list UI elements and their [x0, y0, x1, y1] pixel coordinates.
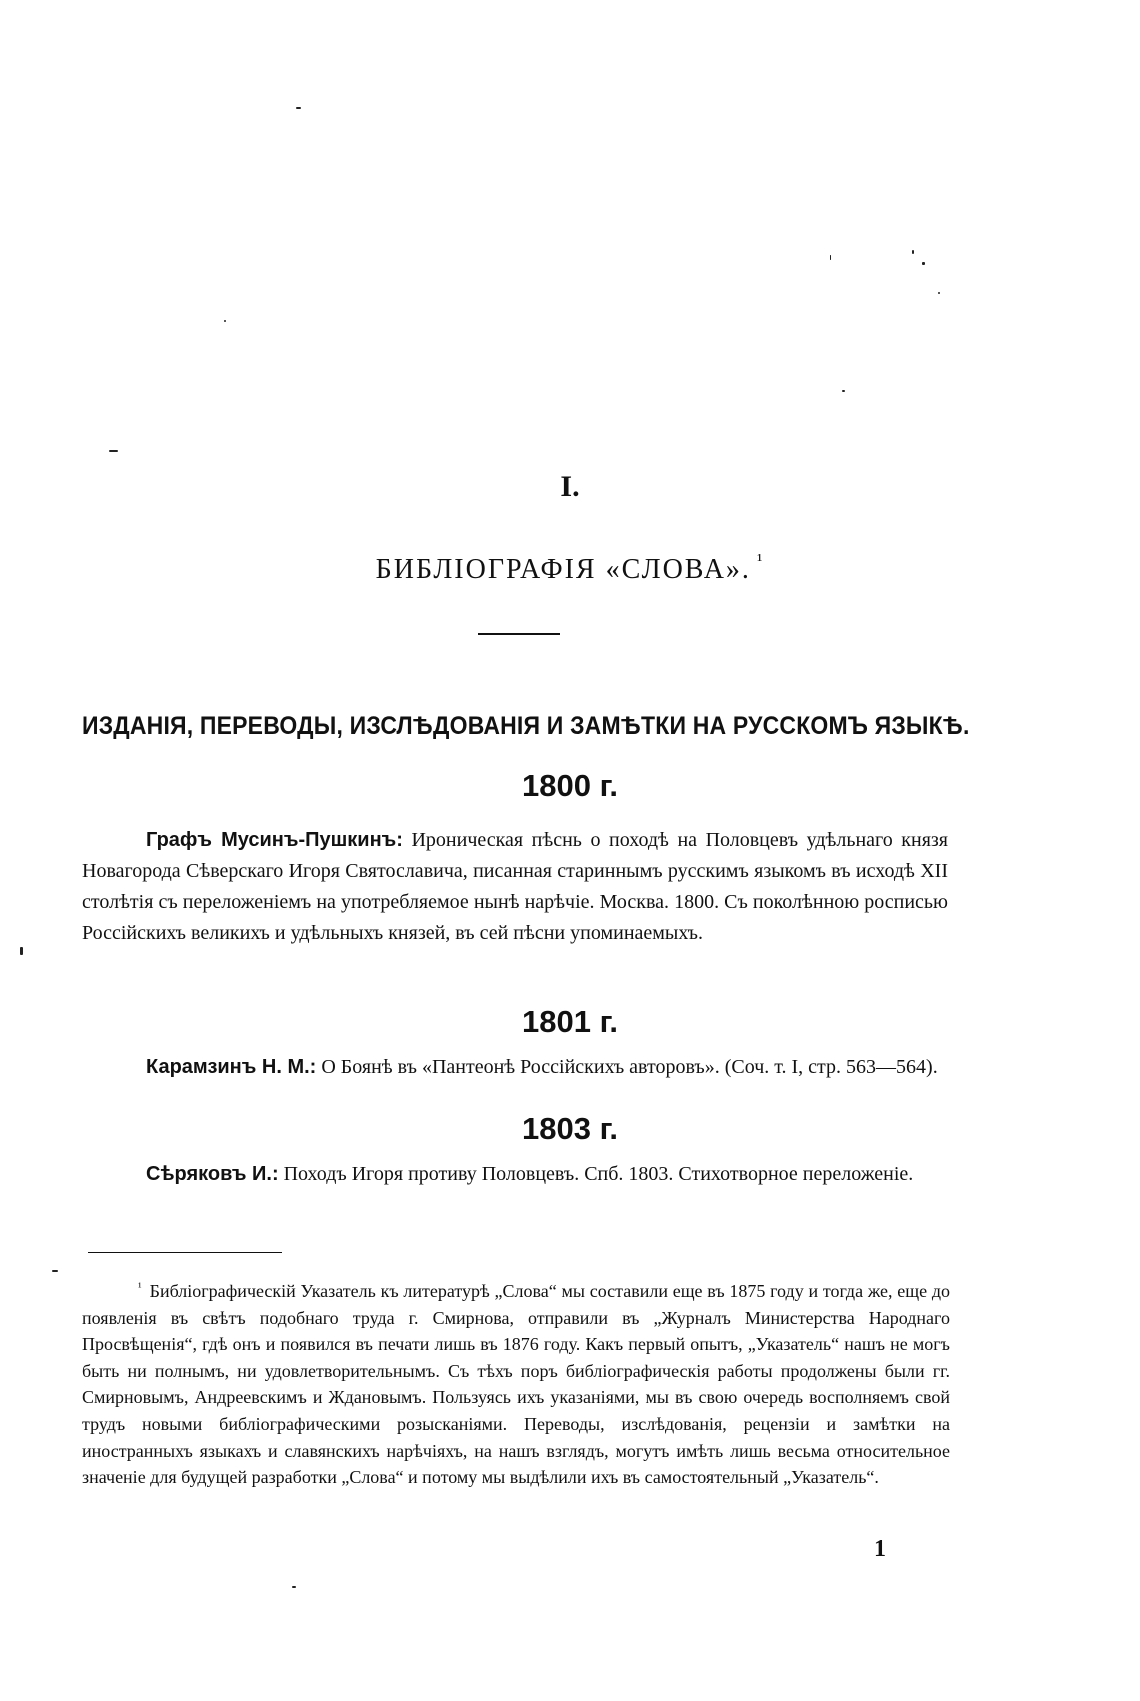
- chapter-number: I.: [560, 470, 580, 503]
- scan-speck: [938, 292, 940, 294]
- footnote: [82, 1274, 950, 1491]
- scan-speck: [842, 390, 845, 392]
- entry-author: Сѣряковъ И.:: [146, 1163, 279, 1185]
- title-divider: [478, 633, 560, 635]
- scan-speck: [912, 250, 914, 254]
- scan-speck: [224, 320, 226, 322]
- scan-speck: [109, 450, 118, 452]
- entry-author: Графъ Мусинъ-Пушкинъ:: [146, 829, 403, 851]
- bibliography-entry: [82, 1052, 948, 1083]
- chapter-title-text: БИБЛIОГРАФIЯ «СЛОВА».: [375, 554, 751, 585]
- footnote-reference: ¹: [756, 550, 765, 570]
- bibliography-entry: [82, 1159, 948, 1190]
- entry-text: О Боянѣ въ «Пантеонѣ Россiйскихъ авторовъ». (Соч. т. I, стр. 563—564).: [321, 1056, 938, 1078]
- section-heading: ИЗДАНIЯ, ПЕРЕВОДЫ, ИЗСЛѢДОВАНIЯ И ЗАМѢТКИ НА РУССКОМЪ ЯЗЫКѢ.: [82, 712, 970, 740]
- entry-text: Ироническая пѣснь о походѣ на Половцевъ удѣльнаго князя Новагорода Сѣверскаго Игоря Святославича, писанная стариннымъ русскимъ языкомъ въ исходѣ XII столѣтiя съ переложенiемъ на употребляемое нынѣ нарѣчiе. Москва. 1800. Съ поколѣнною росписью Россiйскихъ великихъ и удѣльныхъ князей, въ сей пѣсни упоминаемыхъ.: [82, 829, 949, 944]
- scan-speck: [922, 262, 925, 265]
- scan-speck: [20, 947, 23, 955]
- entry-text: Походъ Игоря противу Половцевъ. Спб. 1803. Стихотворное переложенiе.: [283, 1163, 914, 1185]
- scan-speck: [52, 1270, 58, 1272]
- scan-speck: [292, 1586, 296, 1588]
- year-heading: 1803 г.: [522, 1111, 618, 1146]
- bibliography-entry: [82, 825, 948, 949]
- page-number: 1: [874, 1536, 886, 1562]
- footnote-divider: [88, 1252, 282, 1253]
- scan-speck: [830, 255, 831, 260]
- year-heading: 1800 г.: [522, 768, 618, 803]
- scan-speck: [296, 107, 301, 109]
- footnote-text: Библiографическiй Указатель къ литературѣ „Слова“ мы составили еще въ 1875 году и тогда же, еще до появленiя въ свѣтъ подобнаго труда г. Смирнова, отправили въ „Журналъ Министерства Народнаго Просвѣщенiя“, гдѣ онъ и появился въ печати лишь въ 1876 году. Какъ первый опытъ, „Указатель“ нашъ не могъ быть ни полнымъ, ни удовлетворительнымъ. Съ тѣхъ поръ библiографическiя работы продолжены были гг. Смирновымъ, Андреевскимъ и Ждановымъ. Пользуясь ихъ указанiями, мы въ свою очередь восполняемъ свой трудъ новыми библiографическими розысканiями. Переводы, изслѣдованiя, рецензiи и замѣтки на иностранныхъ языкахъ и славянскихъ нарѣчiяхъ, на нашъ взглядъ, могутъ имѣть лишь весьма относительное значенiе для будущей разработки „Слова“ и потому мы выдѣлили ихъ въ самостоятельный „Указатель“.: [82, 1281, 950, 1488]
- chapter-title: [0, 550, 1140, 586]
- entry-author: Карамзинъ Н. М.:: [146, 1056, 317, 1078]
- footnote-marker: ¹: [138, 1280, 142, 1294]
- year-heading: 1801 г.: [522, 1004, 618, 1039]
